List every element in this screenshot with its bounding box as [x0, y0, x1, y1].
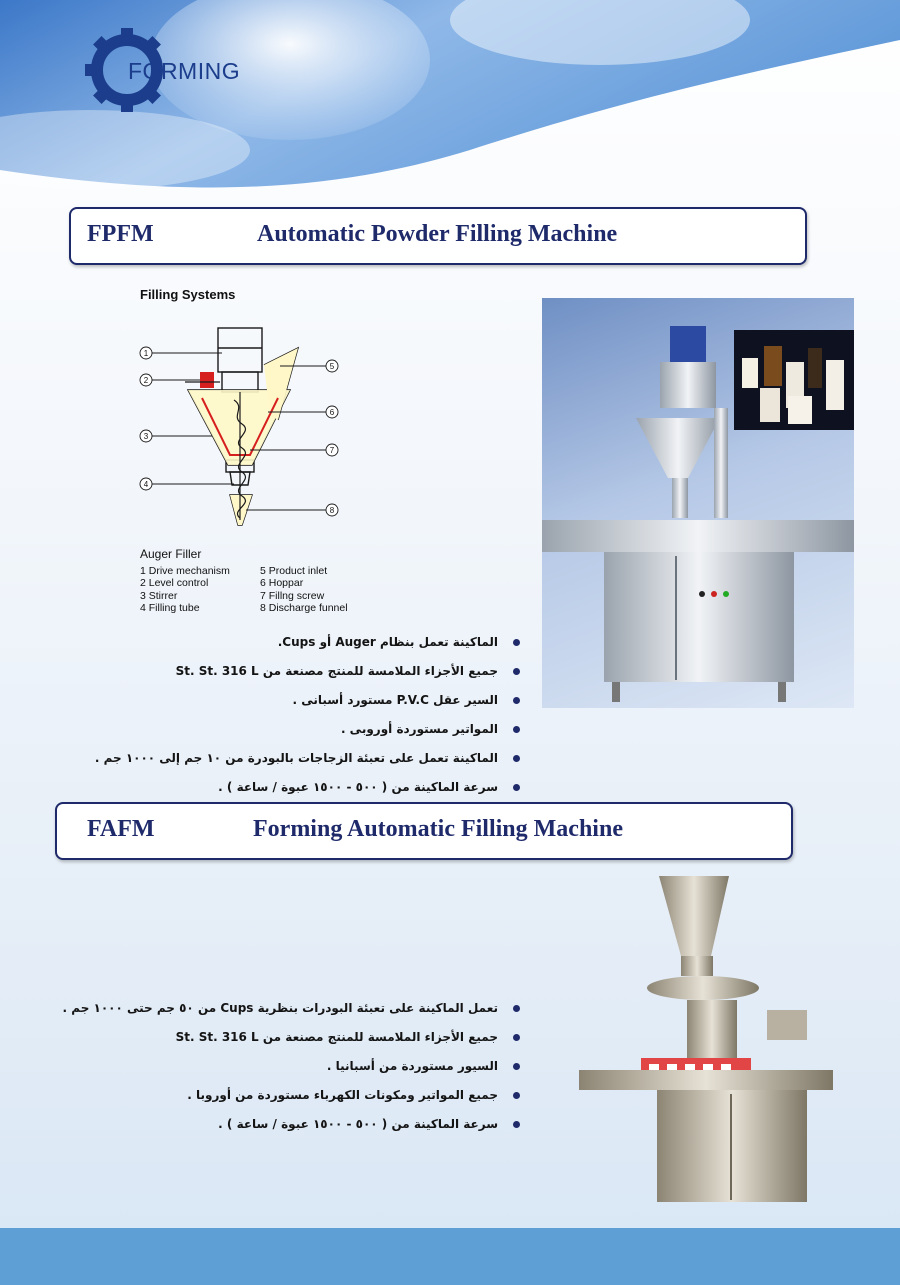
- bullet-icon: [513, 668, 520, 675]
- callout-4: 4: [143, 480, 149, 489]
- legend-item: 7 Fillng screw: [260, 589, 325, 602]
- bullet-item: السير عقل P.V.C مستورد أسبانى .: [95, 686, 520, 715]
- callout-7: 7: [329, 446, 335, 455]
- callout-8: 8: [329, 506, 335, 515]
- logo-wordmark: FORMING: [128, 58, 241, 84]
- bullet-icon: [513, 726, 520, 733]
- legend-item: 5 Product inlet: [260, 565, 328, 577]
- automatic-filling-machine-photo: [575, 870, 837, 1220]
- bullet-item: تعمل الماكينة على تعبئة البودرات بنظرية Cups من ٥٠ جم حتى ١٠٠٠ جم .: [63, 994, 520, 1023]
- callout-2: 2: [143, 376, 149, 385]
- section2-title-bar: [55, 802, 793, 860]
- section1-bullets: [95, 628, 520, 802]
- section1-title: Automatic Powder Filling Machine: [257, 221, 618, 247]
- bullet-icon: [513, 639, 520, 646]
- bullet-item: الماكينة تعمل على تعبئة الزجاجات بالبودرة من ١٠ جم إلى ١٠٠٠ جم .: [95, 744, 520, 773]
- bullet-icon: [513, 1092, 520, 1099]
- bullet-item: المواتير مستوردة أوروبى .: [95, 715, 520, 744]
- section2-code: FAFM: [87, 816, 155, 842]
- bullet-item: السيور مستوردة من أسبانيا .: [63, 1052, 520, 1081]
- auger-filler-diagram: [130, 320, 360, 535]
- legend-title: Auger Filler: [140, 547, 202, 561]
- bullet-icon: [513, 784, 520, 791]
- bullet-item: الماكينة تعمل بنظام Auger أو Cups.: [95, 628, 520, 657]
- legend-item: 2 Level control: [140, 577, 209, 590]
- bullet-icon: [513, 1063, 520, 1070]
- bullet-item: سرعة الماكينة من ( ٥٠٠ - ١٥٠٠ عبوة / ساعة ) .: [95, 773, 520, 802]
- bullet-item: جميع الأجزاء الملامسة للمنتج مصنعة من St. St. 316 L: [95, 657, 520, 686]
- legend-item: 8 Discharge funnel: [260, 602, 348, 615]
- callout-1: 1: [143, 349, 149, 358]
- section2-bullets: [63, 994, 520, 1139]
- bullet-icon: [513, 1121, 520, 1128]
- filling-systems-label: Filling Systems: [140, 287, 236, 302]
- bullet-icon: [513, 1034, 520, 1041]
- powder-filling-machine-photo: [542, 298, 854, 708]
- bullet-item: جميع الأجزاء الملامسة للمنتج مصنعة من St. St. 316 L: [63, 1023, 520, 1052]
- section1-code: FPFM: [87, 221, 154, 247]
- callout-3: 3: [143, 432, 149, 441]
- section2-title: Forming Automatic Filling Machine: [253, 816, 623, 842]
- legend-item: 4 Filling tube: [140, 602, 200, 615]
- section1-title-bar: [69, 207, 807, 265]
- callout-6: 6: [329, 408, 335, 417]
- legend-item: 6 Hoppar: [260, 577, 304, 590]
- bullet-item: جميع المواتير ومكونات الكهرباء مستوردة من أوروبا .: [63, 1081, 520, 1110]
- bullet-icon: [513, 1005, 520, 1012]
- bullet-icon: [513, 697, 520, 704]
- legend-item: 1 Drive mechanism: [140, 565, 230, 577]
- bullet-item: سرعة الماكينة من ( ٥٠٠ - ١٥٠٠ عبوة / ساعة ) .: [63, 1110, 520, 1139]
- callout-5: 5: [329, 362, 335, 371]
- footer-band: [0, 1228, 900, 1285]
- legend-item: 3 Stirrer: [140, 589, 178, 602]
- bullet-icon: [513, 755, 520, 762]
